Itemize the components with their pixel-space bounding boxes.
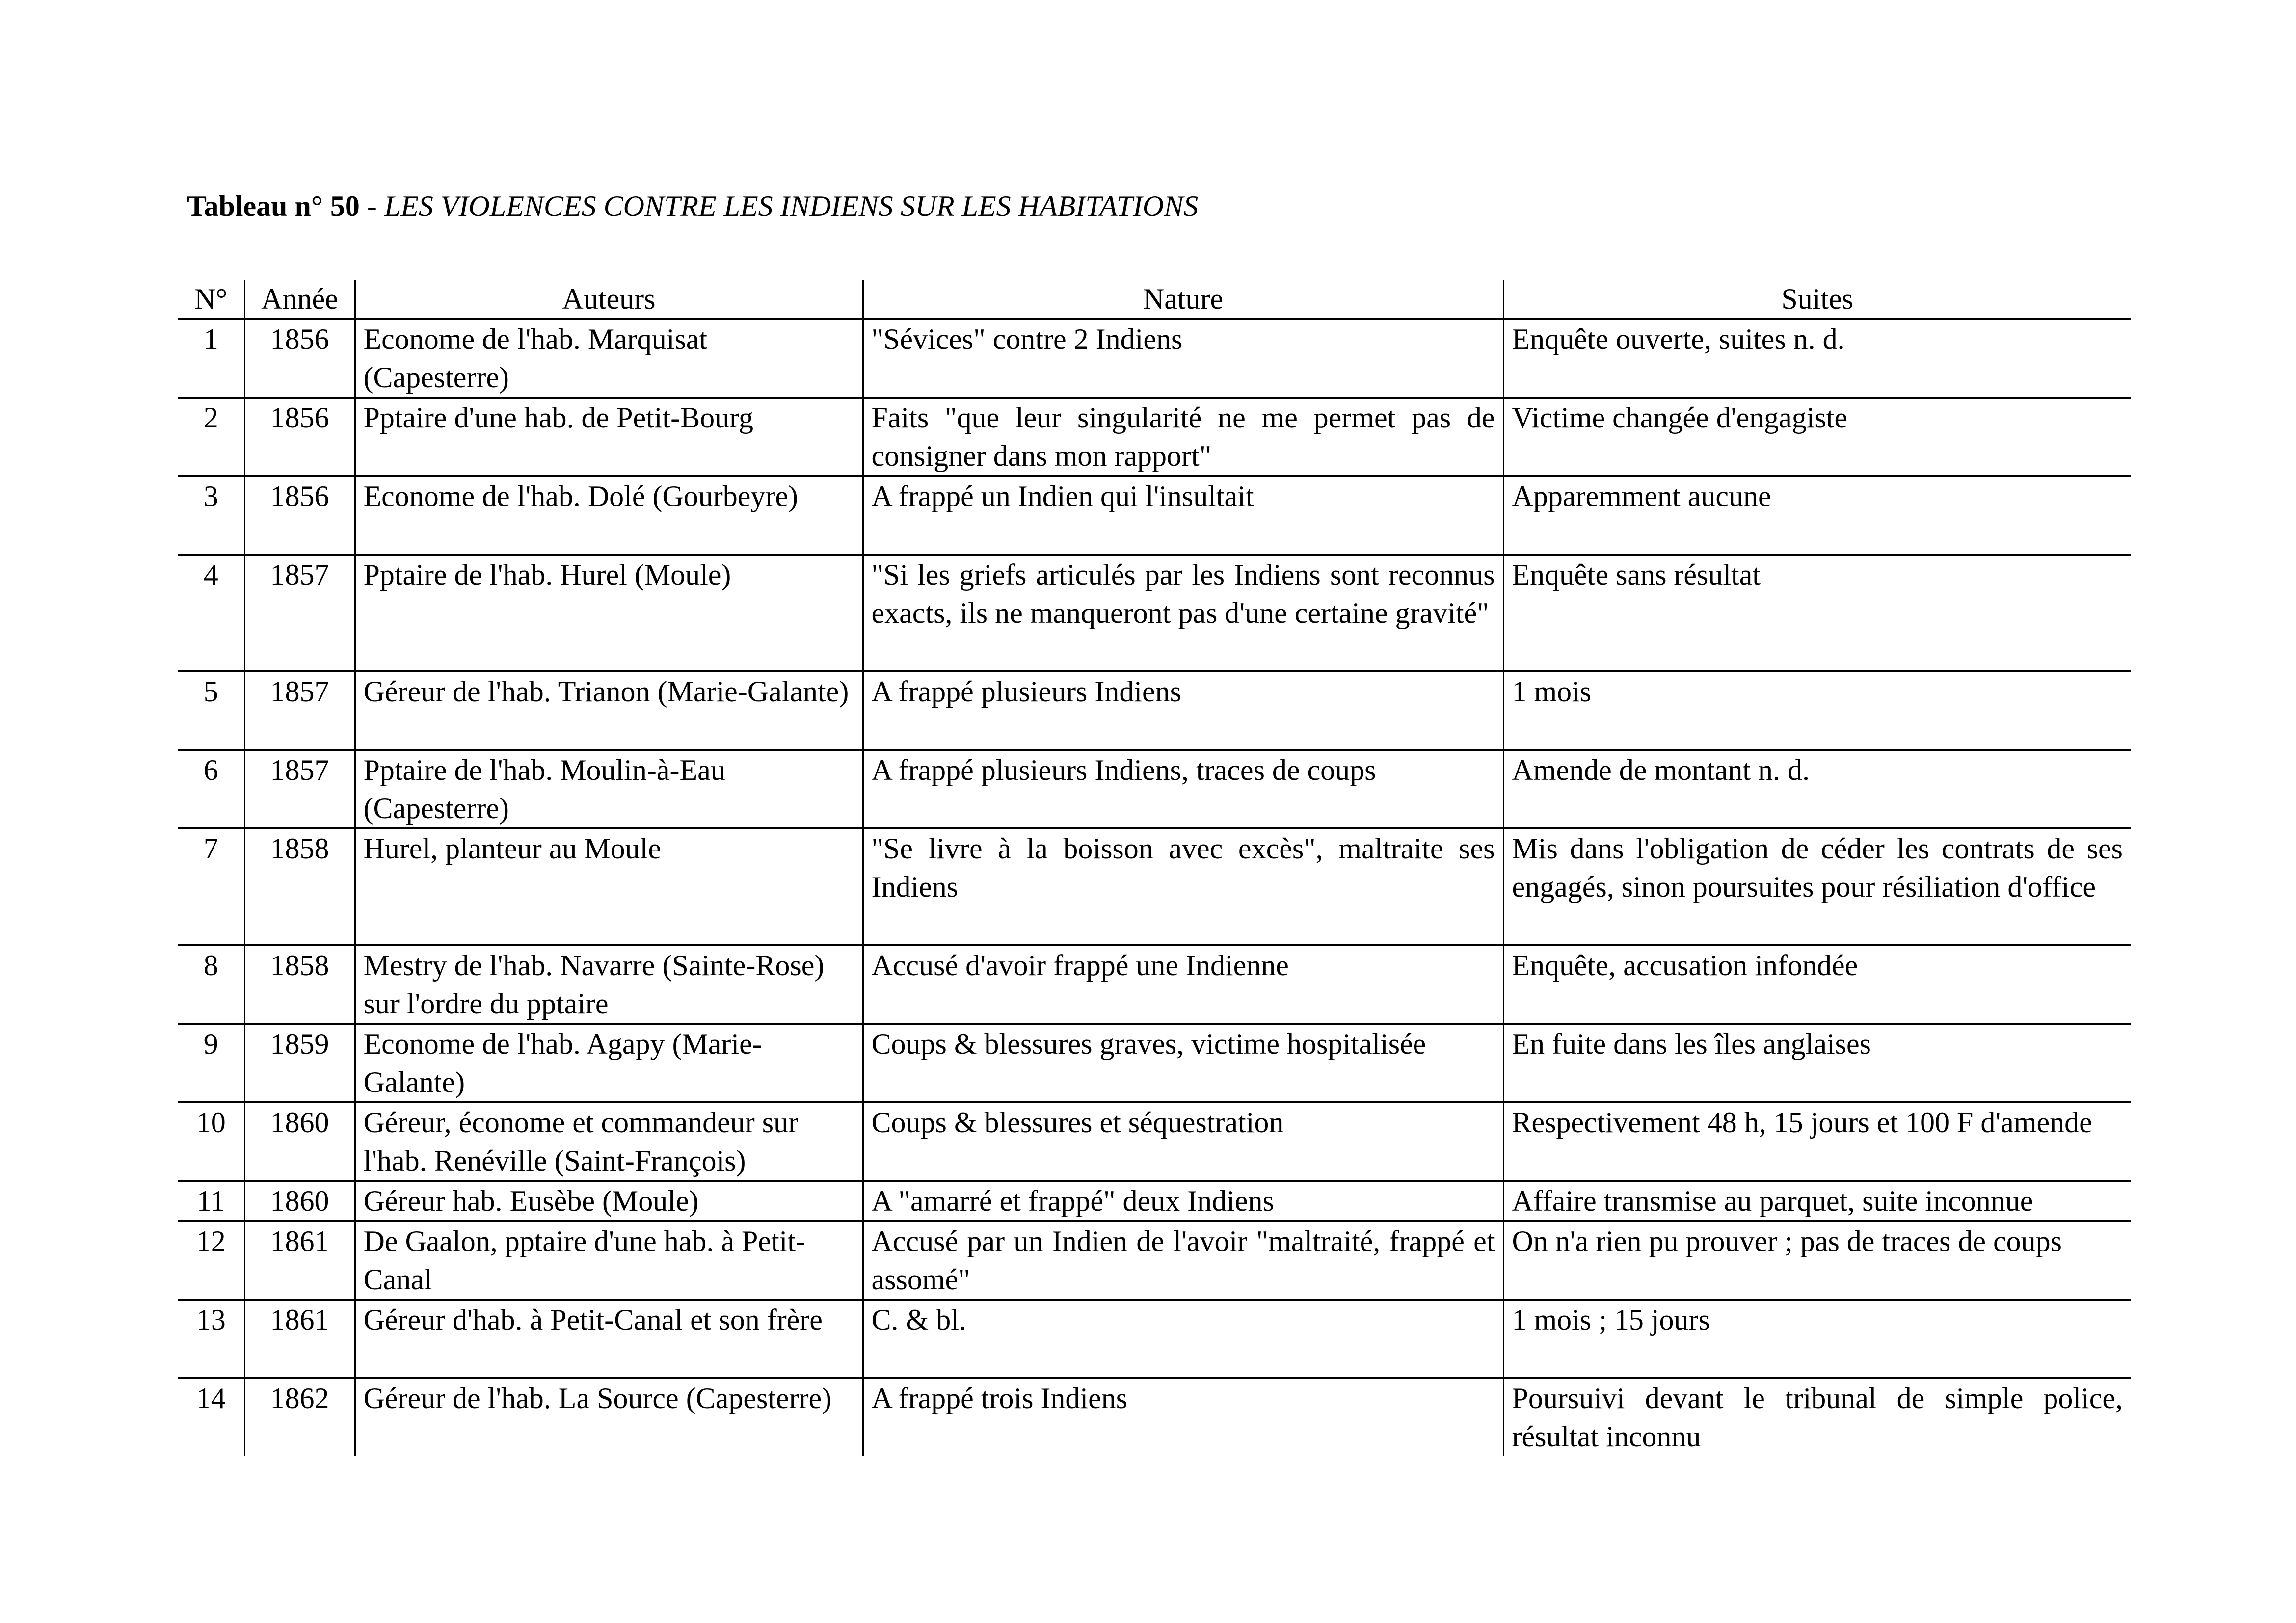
table-row	[178, 671, 2131, 750]
cell-auteurs: Mestry de l'hab. Navarre (Sainte-Rose) sur l'ordre du pptaire	[355, 945, 863, 1024]
cell-annee: 1857	[244, 555, 355, 671]
cell-num: 9	[178, 1024, 244, 1102]
table-row	[178, 828, 2131, 945]
cell-nature: A frappé plusieurs Indiens	[863, 671, 1503, 750]
cell-nature: C. & bl.	[863, 1300, 1503, 1378]
cell-annee: 1860	[244, 1181, 355, 1221]
table-row	[178, 1221, 2131, 1300]
cell-suites: Respectivement 48 h, 15 jours et 100 F d'amende	[1503, 1102, 2131, 1181]
table-row	[178, 1024, 2131, 1102]
cell-num: 1	[203, 323, 218, 355]
header-row	[178, 280, 2131, 319]
cell-annee: 1858	[244, 828, 355, 945]
cell-nature: Faits "que leur singularité ne me permet pas de consigner dans mon rapport"	[863, 398, 1503, 476]
table-row	[178, 1181, 2131, 1221]
cell-num: 8	[178, 945, 244, 1024]
cell-nature: Accusé d'avoir frappé une Indienne	[863, 945, 1503, 1024]
cell-annee: 1860	[244, 1102, 355, 1181]
cell-num: 13	[178, 1300, 244, 1378]
cell-nature: Accusé par un Indien de l'avoir "maltraité, frappé et assomé"	[863, 1221, 1503, 1300]
cell-annee: 1861	[244, 1300, 355, 1378]
caption-title: LES VIOLENCES CONTRE LES INDIENS SUR LES HABITATIONS	[384, 190, 1199, 222]
cell-auteurs: Géreur d'hab. à Petit-Canal et son frère	[355, 1300, 863, 1378]
header-suites: Suites	[1503, 280, 2131, 319]
cell-annee: 1857	[244, 750, 355, 828]
table-row	[178, 1378, 2131, 1456]
cell-auteurs: Econome de l'hab. Agapy (Marie-Galante)	[355, 1024, 863, 1102]
cell-suites: En fuite dans les îles anglaises	[1503, 1024, 2131, 1102]
cell-annee: 1856	[244, 476, 355, 555]
cell-nature: A frappé trois Indiens	[863, 1378, 1503, 1456]
header-annee: Année	[244, 280, 355, 319]
cell-auteurs: De Gaalon, pptaire d'une hab. à Petit-Canal	[355, 1221, 863, 1300]
cell-auteurs: Géreur de l'hab. La Source (Capesterre)	[355, 1378, 863, 1456]
cell-auteurs: Econome de l'hab. Dolé (Gourbeyre)	[355, 476, 863, 555]
cell-nature: "Se livre à la boisson avec excès", maltraite ses Indiens	[863, 828, 1503, 945]
table-row	[178, 319, 2131, 398]
header-auteurs: Auteurs	[355, 280, 863, 319]
cell-annee: 1858	[244, 945, 355, 1024]
cell-suites: Amende de montant n. d.	[1503, 750, 2131, 828]
cell-suites: Mis dans l'obligation de céder les contrats de ses engagés, sinon poursuites pour résiliation d'office	[1503, 828, 2131, 945]
cell-annee: 1862	[244, 1378, 355, 1456]
cell-suites: Poursuivi devant le tribunal de simple police, résultat inconnu	[1503, 1378, 2131, 1456]
cell-nature: Coups & blessures graves, victime hospitalisée	[863, 1024, 1503, 1102]
cell-num: 3	[178, 476, 244, 555]
cell-num: 11	[178, 1181, 244, 1221]
cell-annee: 1861	[244, 1221, 355, 1300]
cell-num: 4	[178, 555, 244, 671]
cell-suites: Enquête ouverte, suites n. d.	[1503, 319, 2131, 398]
cell-nature: "Sévices" contre 2 Indiens	[863, 319, 1503, 398]
table-row	[178, 1102, 2131, 1181]
cell-auteurs: Econome de l'hab. Marquisat (Capesterre)	[355, 319, 863, 398]
cell-suites: 1 mois ; 15 jours	[1503, 1300, 2131, 1378]
cell-suites: Enquête, accusation infondée	[1503, 945, 2131, 1024]
cell-annee: 1857	[244, 671, 355, 750]
cell-auteurs: Pptaire d'une hab. de Petit-Bourg	[355, 398, 863, 476]
cell-nature: A frappé plusieurs Indiens, traces de coups	[863, 750, 1503, 828]
cell-auteurs: Géreur de l'hab. Trianon (Marie-Galante)	[355, 671, 863, 750]
cell-suites: On n'a rien pu prouver ; pas de traces de coups	[1503, 1221, 2131, 1300]
table-header	[178, 280, 2131, 319]
cell-num: 14	[178, 1378, 244, 1456]
cell-nature: "Si les griefs articulés par les Indiens sont reconnus exacts, ils ne manqueront pas d'une certaine gravité"	[863, 555, 1503, 671]
table-caption	[187, 184, 1198, 228]
cell-auteurs: Hurel, planteur au Moule	[355, 828, 863, 945]
cell-nature: A frappé un Indien qui l'insultait	[863, 476, 1503, 555]
table-row	[178, 476, 2131, 555]
header-num: N°	[178, 280, 244, 319]
cell-suites: Victime changée d'engagiste	[1503, 398, 2131, 476]
caption-label: Tableau n° 50	[187, 190, 360, 222]
table-row	[178, 1300, 2131, 1378]
table-row	[178, 750, 2131, 828]
cell-annee: 1856	[244, 398, 355, 476]
cell-suites: Enquête sans résultat	[1503, 555, 2131, 671]
cell-num: 5	[178, 671, 244, 750]
violences-table	[178, 280, 2131, 1456]
cell-num: 10	[178, 1102, 244, 1181]
cell-suites: Affaire transmise au parquet, suite inconnue	[1503, 1181, 2131, 1221]
caption-separator: -	[359, 190, 384, 222]
table-row	[178, 945, 2131, 1024]
header-nature: Nature	[863, 280, 1503, 319]
cell-suites: Apparemment aucune	[1503, 476, 2131, 555]
cell-annee: 1859	[244, 1024, 355, 1102]
cell-nature: A "amarré et frappé" deux Indiens	[863, 1181, 1503, 1221]
cell-num: 6	[178, 750, 244, 828]
cell-num: 12	[178, 1221, 244, 1300]
cell-suites: 1 mois	[1503, 671, 2131, 750]
cell-auteurs: Géreur hab. Eusèbe (Moule)	[355, 1181, 863, 1221]
cell-num: 2	[178, 398, 244, 476]
table-row	[178, 398, 2131, 476]
cell-annee: 1856	[244, 319, 355, 398]
cell-num: 7	[178, 828, 244, 945]
table-row	[178, 555, 2131, 671]
cell-nature: Coups & blessures et séquestration	[863, 1102, 1503, 1181]
table-body	[178, 319, 2131, 1456]
cell-auteurs: Pptaire de l'hab. Hurel (Moule)	[355, 555, 863, 671]
cell-auteurs: Pptaire de l'hab. Moulin-à-Eau (Capesterre)	[355, 750, 863, 828]
cell-auteurs: Géreur, économe et commandeur sur l'hab. Renéville (Saint-François)	[355, 1102, 863, 1181]
